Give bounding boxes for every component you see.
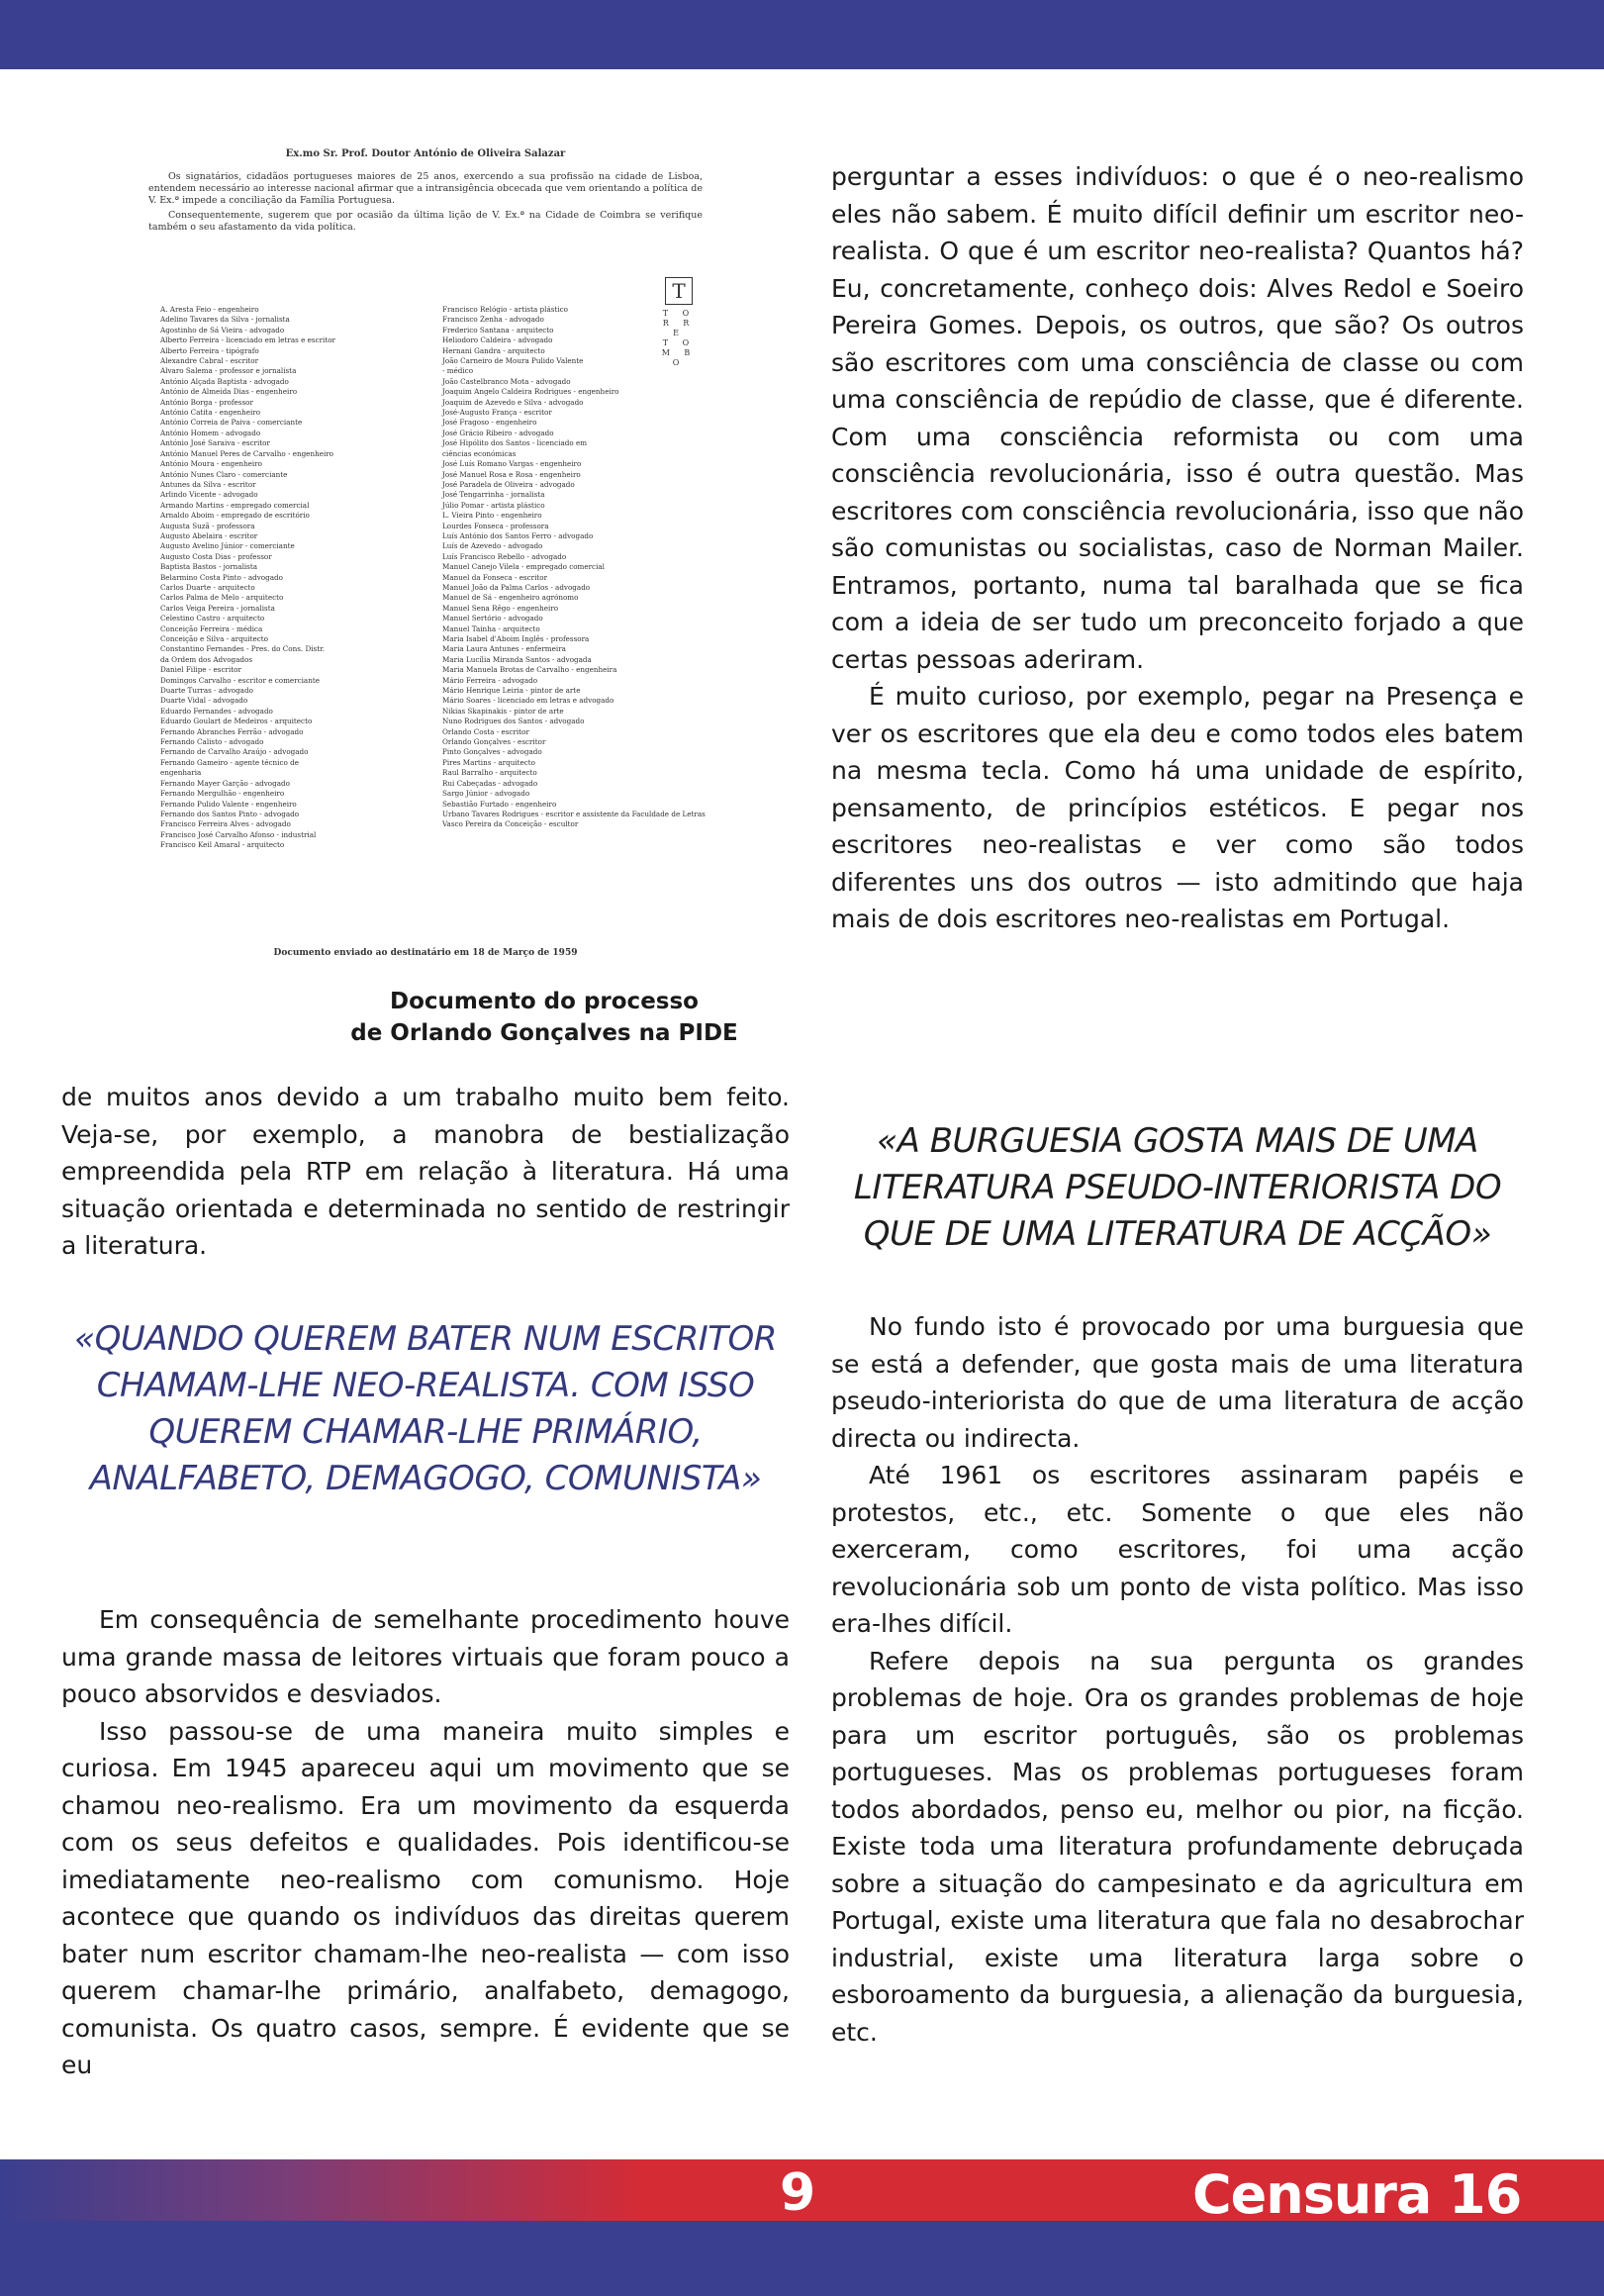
signatory-line: Alberto Ferreira - tipógrafo: [160, 345, 259, 355]
signatory-line: José Grácio Ribeiro - advogado: [442, 428, 554, 437]
signatory-line: Baptista Bastos - jornalista: [160, 562, 258, 572]
signatory-line: António Alçada Baptista - advogado: [160, 376, 289, 386]
signatory-line: Frederico Santana - arquitecto: [442, 325, 554, 335]
signatory-line: Duarte Turras - advogado: [160, 686, 253, 696]
caption-line-2: de Orlando Gonçalves na PIDE: [350, 1020, 738, 1046]
page-number: 9: [780, 2163, 816, 2223]
signatory-line: Eduardo Goulart de Medeiros - arquitecto: [160, 717, 313, 726]
signatory-line: L. Vieira Pinto - engenheiro: [442, 511, 542, 521]
signatory-line: Augusto Avelino Júnior - comerciante: [160, 541, 295, 551]
signatory-line: Hernani Gandra - arquitecto: [442, 345, 545, 355]
signatory-line: José Fragoso - engenheiro: [442, 418, 537, 428]
signatory-line: António Homem - advogado: [160, 428, 261, 437]
right-paragraph-3: No fundo isto é provocado por uma burguesia que se está a defender, que gosta mais de uma literatura pseudo-interiorista do que de uma literatura de acção directa ou indirecta.: [831, 1312, 1524, 1453]
signatory-line: Manuel Sena Rêgo - engenheiro: [442, 603, 559, 613]
signatory-line: Conceição Ferreira - médica: [160, 623, 263, 633]
left-paragraph-3: Isso passou-se de uma maneira muito simples e curiosa. Em 1945 apareceu aqui um movimento que se chamou neo-realismo. Era um movimento da esquerda com os seus defeitos e qualidades. Pois identificou-se imediatamente neo-realismo com comunismo. Hoje acontece que quando os indivíduos das direitas querem bater num escritor chamam-lhe neo-realista — com isso querem chamar-lhe primário, analfabeto, demagogo, comunista. Os quatro casos, sempre. É evidente que se eu: [61, 1716, 790, 2079]
signatory-line: Francisco Ferreira Alves - advogado: [160, 819, 291, 829]
signatory-line: Carlos Duarte - arquitecto: [160, 582, 255, 592]
signatory-line: Manuel da Fonseca - escritor: [442, 572, 548, 582]
signatory-line: António Correia de Paiva - comerciante: [160, 418, 303, 428]
signatory-line: Alberto Ferreira - licenciado em letras e escritor: [160, 335, 335, 345]
signatory-line: António José Saraiva - escritor: [160, 438, 270, 448]
signatory-line: da Ordem dos Advogados: [160, 654, 253, 664]
signatory-line: Eduardo Fernandes - advogado: [160, 706, 273, 716]
right-pull-quote: «A BURGUESIA GOSTA MAIS DE UMA LITERATURA PSEUDO-INTERIORISTA DO QUE DE UMA LITERATURA DE ACÇÃO»: [853, 1121, 1502, 1254]
signatory-line: Mário Ferreira - advogado: [442, 675, 538, 685]
signatory-line: Daniel Filipe - escritor: [160, 665, 241, 675]
signatory-line: Urbano Tavares Rodrigues - escritor e assistente da Faculdade de Letras: [442, 809, 706, 818]
signatory-line: Augusto Costa Dias - professor: [160, 551, 272, 561]
signatory-line: Fernando Mayer Garção - advogado: [160, 778, 290, 788]
signatory-line: Constantino Fernandes - Pres. do Cons. Distr.: [160, 644, 326, 654]
signatory-line: ciências económicas: [442, 448, 517, 458]
signatory-line: Orlando Gonçalves - escritor: [442, 737, 546, 747]
signatory-line: Celestino Castro - arquitecto: [160, 614, 265, 623]
signatory-line: Manuel João da Palma Carlos - advogado: [442, 582, 591, 592]
signatory-line: Francisco Relógio - artista plástico: [442, 305, 568, 314]
signatory-line: Sargo Júnior - advogado: [442, 789, 530, 799]
signatory-line: Raul Barralho - arquitecto: [442, 768, 537, 778]
signatory-line: José Tengarrinha - jornalista: [442, 490, 545, 500]
signatory-line: Lourdes Fonseca - professora: [442, 521, 549, 530]
right-paragraph-5: Refere depois na sua pergunta os grandes problemas de hoje. Ora os grandes problemas de hoje para um escritor português, são os problemas portugueses. Mas os problemas portugueses foram todos abordados, penso eu, melhor ou pior, na ficção. Existe toda uma literatura profundamente debruçada sobre a situação do campesinato e da agricultura em Portugal, existe uma literatura que fala no desabrochar industrial, existe uma literatura larga sobre o esboroamento da burguesia, a alienação da burguesia, etc.: [831, 1646, 1524, 2047]
left-pull-quote: «QUANDO QUEREM BATER NUM ESCRITOR CHAMAM-LHE NEO-REALISTA. COM ISSO QUEREM CHAMAR-LHE PRIMÁRIO, ANALFABETO, DEMAGOGO, COMUNISTA»: [74, 1319, 777, 1498]
signatory-line: Augusto Abelaira - escritor: [160, 530, 258, 540]
signatory-line: Arnaldo Aboim - empregado de escritório: [160, 511, 310, 521]
signatories-left: [160, 305, 427, 851]
signatory-line: Domingos Carvalho - escritor e comerciante: [160, 675, 320, 685]
signatory-line: António Moura - engenheiro: [160, 459, 262, 469]
right-column-top: [831, 158, 1524, 938]
signatory-line: Francisco Zenha - advogado: [442, 315, 544, 325]
left-paragraph-2: Em consequência de semelhante procedimento houve uma grande massa de leitores virtuais que foram pouco a pouco absorvidos e desviados.: [61, 1605, 790, 1708]
signatory-line: Luís António dos Santos Ferro - advogado: [442, 530, 594, 540]
signatory-line: Fernando Gameiro - agente técnico de: [160, 757, 299, 767]
image-caption: [327, 986, 762, 1049]
signatory-line: António Nunes Claro - comerciante: [160, 469, 288, 479]
signatory-line: Carlos Veiga Pereira - jornalista: [160, 603, 275, 613]
top-color-bar: [0, 0, 1604, 69]
signatory-line: Joaquim de Azevedo e Silva - advogado: [442, 397, 584, 407]
signatory-line: Vasco Pereira da Conceição - escultor: [442, 819, 579, 829]
signatory-line: Fernando Mergulhão - engenheiro: [160, 789, 285, 799]
signatory-line: Agostinho de Sá Vieira - advogado: [160, 325, 285, 335]
signatory-line: José Paradela de Oliveira - advogado: [442, 479, 575, 489]
signatory-line: João Carneiro de Moura Pulido Valente: [442, 356, 584, 366]
right-paragraph-1: perguntar a esses indivíduos: o que é o neo-realismo eles não sabem. É muito difícil definir um escritor neo-realista. O que é um escritor neo-realista? Quantos há? Eu, concretamente, conheço dois: Alves Redol e Soeiro Pereira Gomes. Depois, os outros, que são? Os outros são escritores com uma consciência de classe ou com uma consciência de repúdio de classe, que é diferente. Com uma consciência reformista ou com uma consciência revolucionária, isso é outra questão. Mas escritores com consciência revolucionária, isso que não são comunistas ou socialistas, caso de Norman Mailer. Entramos, portanto, numa tal baralhada que se fica com a ideia de ser tudo um preconceito forjado a que certas pessoas aderiram.: [831, 162, 1524, 674]
signatory-line: António Catita - engenheiro: [160, 408, 261, 418]
signatory-line: Júlio Pomar - artista plástico: [442, 500, 545, 510]
signatory-line: António de Almeida Dias - engenheiro: [160, 387, 298, 397]
signatory-line: Luís de Azevedo - advogado: [442, 541, 543, 551]
signatory-line: Manuel Canejo Vilela - empregado comercial: [442, 562, 605, 572]
left-column-bottom: [61, 1601, 790, 2084]
signatory-line: António Borga - professor: [160, 397, 253, 407]
signatory-line: Adelino Tavares da Silva - jornalista: [160, 315, 290, 325]
signatory-line: Orlando Costa - escritor: [442, 726, 529, 736]
signatory-line: Manuel Sertório - advogado: [442, 614, 543, 623]
signatory-line: Manuel Tainha - arquitecto: [442, 623, 540, 633]
stamp-text-2: T O M B O: [661, 338, 697, 367]
right-paragraph-2: É muito curioso, por exemplo, pegar na Presença e ver os escritores que ela deu e como todos eles batem na mesma tecla. Como há uma unidade de espírito, pensamento, de princípios estéticos. E pegar nos escritores neo-realistas e ver como são todos diferentes uns dos outros — isto admitindo que haja mais de dois escritores neo-realistas em Portugal.: [831, 682, 1524, 933]
signatory-line: Antunes da Silva - escritor: [160, 479, 256, 489]
signatory-line: Fernando Abranches Ferrão - advogado: [160, 726, 304, 736]
document-intro-1: Os signatários, cidadãos portugueses maiores de 25 anos, exercendo a sua profissão na cidade de Lisboa, entendem necessário ao interesse nacional afirmar que a intransigência obcecada que vem orientando a política de V. Ex.ª impede a conciliação da Família Portuguesa.: [148, 171, 703, 206]
signatory-line: José Manuel Rosa e Rosa - engenheiro: [442, 469, 581, 479]
signatory-line: José Hipólito dos Santos - licenciado em: [442, 438, 588, 448]
signatory-line: Maria Manuela Brotas de Carvalho - engenheira: [442, 665, 617, 675]
document-date-line: Documento enviado ao destinatário em 18 de Março de 1959: [273, 948, 578, 958]
signatory-line: - médico: [442, 366, 474, 376]
signatory-line: Fernando dos Santos Pinto - advogado: [160, 809, 300, 818]
right-paragraph-4: Até 1961 os escritores assinaram papéis e protestos, etc., etc. Somente o que eles não exerceram, como escritores, foi uma acção revolucionária sob um ponto de vista político. Mas isso era-lhes difícil.: [831, 1461, 1524, 1638]
left-column-top: [61, 1079, 790, 1265]
signatory-line: Fernando Pulido Valente - engenheiro: [160, 799, 297, 809]
signatory-line: Fernando de Carvalho Araújo - advogado: [160, 747, 309, 757]
signatory-line: Carlos Palma de Melo - arquitecto: [160, 593, 284, 603]
signatory-line: Heliodoro Caldeira - advogado: [442, 335, 553, 345]
signatory-line: Joaquim Angelo Caldeira Rodrigues - engenheiro: [442, 387, 619, 397]
signatory-line: António Manuel Peres de Carvalho - engenheiro: [160, 448, 334, 458]
signatory-line: Francisco José Carvalho Afonso - industrial: [160, 829, 317, 839]
signatory-line: José Luís Romano Vargas - engenheiro: [442, 459, 582, 469]
stamp-text-1: T O R R E: [662, 309, 696, 337]
signatory-line: Manuel de Sá - engenheiro agrónomo: [442, 593, 579, 603]
signatory-line: Sebastião Furtado - engenheiro: [442, 799, 557, 809]
signatory-line: Francisco Keil Amaral - arquitecto: [160, 840, 285, 850]
signatory-line: Maria Laura Antunes - enfermeira: [442, 644, 566, 654]
signatory-line: José-Augusto França - escritor: [442, 408, 552, 418]
signatory-line: Arlindo Vicente - advogado: [160, 490, 258, 500]
signatory-line: Pinto Gonçalves - advogado: [442, 747, 542, 757]
signatory-line: Pires Martins - arquitecto: [442, 757, 536, 767]
magazine-title: Censura 16: [1192, 2163, 1522, 2226]
signatory-line: engenharia: [160, 768, 202, 778]
signatory-line: Nuno Rodrigues dos Santos - advogado: [442, 717, 585, 726]
signatory-line: Maria Lucília Miranda Santos - advogada: [442, 654, 592, 664]
signatories-right: [442, 305, 706, 830]
document-address: Ex.mo Sr. Prof. Doutor António de Oliveira Salazar: [285, 148, 566, 159]
signatory-line: Nikias Skapinakis - pintor de arte: [442, 706, 564, 716]
signatory-line: Duarte Vidal - advogado: [160, 696, 248, 706]
right-column-bottom: [831, 1308, 1524, 2051]
signatory-line: Augusta Suzã - professora: [160, 521, 255, 530]
signatory-line: Rui Cabeçadas - advogado: [442, 778, 538, 788]
stamp-letter: T: [665, 277, 693, 305]
signatory-line: Luís Francisco Rebello - advogado: [442, 551, 567, 561]
signatory-line: Alexandre Cabral - escritor: [160, 356, 259, 366]
signatory-line: Alvaro Salema - professor e jornalista: [160, 366, 297, 376]
signatory-line: Mário Henrique Leiria - pintor de arte: [442, 686, 581, 696]
left-paragraph-1: de muitos anos devido a um trabalho muito bem feito. Veja-se, por exemplo, a manobra de bestialização empreendida pela RTP em relação à literatura. Há uma situação orientada e determinada no sentido de restringir a literatura.: [61, 1083, 790, 1260]
scanned-document: [148, 148, 706, 970]
signatory-line: Belarmino Costa Pinto - advogado: [160, 572, 283, 582]
signatory-line: Mário Soares - licenciado em letras e advogado: [442, 696, 614, 706]
signatory-line: A. Aresta Feio - engenheiro: [160, 305, 259, 314]
document-intro-2: Consequentemente, sugerem que por ocasião da última lição de V. Ex.ª na Cidade de Coimbra se verifique também o seu afastamento da vida política.: [148, 210, 703, 233]
caption-line-1: Documento do processo: [390, 989, 699, 1014]
signatory-line: Fernando Calisto - advogado: [160, 737, 264, 747]
signatory-line: João Castelbranco Mota - advogado: [442, 376, 571, 386]
signatory-line: Armando Martins - empregado comercial: [160, 500, 310, 510]
signatory-line: Conceição e Silva - arquitecto: [160, 634, 268, 643]
signatory-line: Maria Isabel d'Aboim Inglês - professora: [442, 634, 590, 643]
